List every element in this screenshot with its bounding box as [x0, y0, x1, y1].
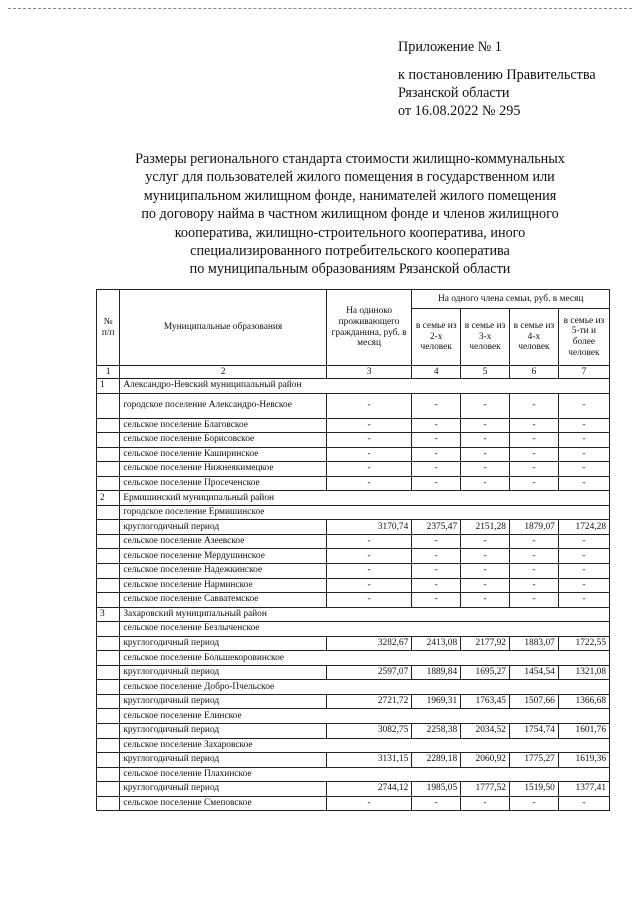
value-cell: - [461, 578, 510, 593]
municipality-name: сельское поселение Мердушинское [120, 549, 327, 564]
title-line: Размеры регионального стандарта стоимости жилищно-коммунальных [135, 151, 565, 167]
value-cell: - [326, 393, 411, 418]
settlement-name: сельское поселение Плахинское [120, 767, 610, 782]
column-number: 1 [97, 366, 120, 379]
table-row [97, 665, 610, 680]
value-cell: 1366,68 [558, 694, 609, 709]
table-row [97, 418, 610, 433]
row-index [97, 578, 120, 593]
column-number: 3 [326, 366, 411, 379]
appendix-line: Рязанской области [398, 85, 510, 101]
value-cell: 1777,52 [461, 782, 510, 797]
row-index: 3 [97, 607, 120, 622]
value-cell: - [558, 418, 609, 433]
row-index: 2 [97, 491, 120, 506]
value-cell: - [412, 433, 461, 448]
settlement-name: сельское поселение Большекоровинское [120, 651, 610, 666]
value-cell: - [412, 393, 461, 418]
value-cell: - [509, 462, 558, 477]
municipality-name: круглогодичный период [120, 694, 327, 709]
value-cell: - [461, 433, 510, 448]
settlement-label-row [97, 709, 610, 724]
value-cell: 2744,12 [326, 782, 411, 797]
settlement-label-row [97, 680, 610, 695]
row-index [97, 520, 120, 535]
municipality-name: круглогодичный период [120, 724, 327, 739]
scan-top-edge [8, 8, 632, 9]
row-index [97, 393, 120, 418]
row-index [97, 622, 120, 637]
title-line: муниципальном жилищном фонде, нанимателей жилого помещения [143, 187, 557, 204]
municipality-name: круглогодичный период [120, 636, 327, 651]
settlement-name: сельское поселение Захаровское [120, 738, 610, 753]
settlement-label-row [97, 767, 610, 782]
row-index [97, 564, 120, 579]
value-cell: 1763,45 [461, 694, 510, 709]
district-name: Ермишинский муниципальный район [120, 491, 610, 506]
value-cell: - [412, 593, 461, 608]
value-cell: - [558, 534, 609, 549]
row-index [97, 462, 120, 477]
value-cell: - [461, 593, 510, 608]
table-row [97, 433, 610, 448]
row-index [97, 476, 120, 491]
value-cell: 2413,08 [412, 636, 461, 651]
value-cell: - [461, 796, 510, 811]
table-body [97, 379, 610, 811]
header-family-5plus: в семье из 5-ти и более человек [558, 309, 609, 366]
value-cell: - [412, 462, 461, 477]
value-cell: - [509, 433, 558, 448]
settlement-label-row [97, 738, 610, 753]
municipality-name: сельское поселение Надежкинское [120, 564, 327, 579]
value-cell: 3082,75 [326, 724, 411, 739]
value-cell: - [509, 476, 558, 491]
value-cell: - [461, 549, 510, 564]
title-line: услуг для пользователей жилого помещения в государственном или [145, 169, 555, 186]
value-cell: 1619,36 [558, 753, 609, 768]
value-cell: 1321,08 [558, 665, 609, 680]
row-index [97, 549, 120, 564]
value-cell: - [326, 549, 411, 564]
value-cell: - [412, 418, 461, 433]
table-row [97, 724, 610, 739]
value-cell: - [461, 447, 510, 462]
district-name: Захаровский муниципальный район [120, 607, 610, 622]
appendix-block [398, 38, 634, 120]
value-cell: 1883,07 [509, 636, 558, 651]
row-index [97, 433, 120, 448]
value-cell: 1695,27 [461, 665, 510, 680]
row-index [97, 753, 120, 768]
value-cell: - [326, 534, 411, 549]
value-cell: 1377,41 [558, 782, 609, 797]
table-row [97, 534, 610, 549]
value-cell: - [509, 564, 558, 579]
value-cell: 3282,67 [326, 636, 411, 651]
row-index [97, 680, 120, 695]
district-row [97, 379, 610, 394]
table-row [97, 447, 610, 462]
row-index: 1 [97, 379, 120, 394]
value-cell: - [326, 462, 411, 477]
value-cell: - [509, 549, 558, 564]
row-index [97, 505, 120, 520]
settlement-label-row [97, 651, 610, 666]
value-cell: - [326, 418, 411, 433]
row-index [97, 738, 120, 753]
value-cell: 1724,28 [558, 520, 609, 535]
table-row [97, 564, 610, 579]
value-cell: 1601,76 [558, 724, 609, 739]
value-cell: - [558, 549, 609, 564]
value-cell: - [461, 476, 510, 491]
value-cell: 1775,27 [509, 753, 558, 768]
value-cell: 2177,92 [461, 636, 510, 651]
value-cell: 1985,05 [412, 782, 461, 797]
row-index [97, 651, 120, 666]
table-row [97, 549, 610, 564]
value-cell: - [461, 393, 510, 418]
value-cell: - [412, 549, 461, 564]
value-cell: - [326, 593, 411, 608]
value-cell: - [558, 476, 609, 491]
value-cell: 2060,92 [461, 753, 510, 768]
district-row [97, 607, 610, 622]
row-index [97, 447, 120, 462]
row-index [97, 724, 120, 739]
value-cell: 2034,52 [461, 724, 510, 739]
row-index [97, 782, 120, 797]
value-cell: - [509, 578, 558, 593]
row-index [97, 418, 120, 433]
document-title [100, 150, 600, 279]
value-cell: 2597,07 [326, 665, 411, 680]
header-family-member-group: На одного члена семьи, руб. в месяц [412, 290, 610, 309]
settlement-label-row [97, 505, 610, 520]
table-row [97, 796, 610, 811]
value-cell: - [558, 564, 609, 579]
value-cell: 1519,50 [509, 782, 558, 797]
row-index [97, 709, 120, 724]
municipality-name: сельское поселение Благовское [120, 418, 327, 433]
row-index [97, 694, 120, 709]
table-row [97, 636, 610, 651]
value-cell: - [461, 462, 510, 477]
column-number: 4 [412, 366, 461, 379]
value-cell: - [558, 393, 609, 418]
value-cell: - [461, 418, 510, 433]
value-cell: 1454,54 [509, 665, 558, 680]
value-cell: - [558, 462, 609, 477]
title-line: по муниципальным образованиям Рязанской области [189, 261, 511, 278]
municipality-name: сельское поселение Борисовское [120, 433, 327, 448]
column-number: 7 [558, 366, 609, 379]
value-cell: - [412, 447, 461, 462]
column-number: 6 [509, 366, 558, 379]
value-cell: - [509, 593, 558, 608]
value-cell: 3131,15 [326, 753, 411, 768]
row-index [97, 767, 120, 782]
district-name: Александро-Невский муниципальный район [120, 379, 610, 394]
row-index [97, 665, 120, 680]
value-cell: 2151,28 [461, 520, 510, 535]
row-index [97, 636, 120, 651]
value-cell: 1969,31 [412, 694, 461, 709]
appendix-line: к постановлению Правительства [398, 67, 596, 83]
settlement-label-row [97, 622, 610, 637]
value-cell: - [558, 593, 609, 608]
value-cell: - [412, 476, 461, 491]
value-cell: 1889,84 [412, 665, 461, 680]
value-cell: 1754,74 [509, 724, 558, 739]
value-cell: - [326, 476, 411, 491]
title-line: кооператива, жилищно-строительного кооператива, иного [174, 224, 526, 241]
title-line: специализированного потребительского кооператива [190, 243, 510, 260]
value-cell: - [326, 564, 411, 579]
value-cell: - [558, 433, 609, 448]
value-cell: - [326, 796, 411, 811]
municipality-name: сельское поселение Каширинское [120, 447, 327, 462]
municipality-name: круглогодичный период [120, 753, 327, 768]
appendix-title: Приложение № 1 [398, 39, 502, 55]
column-number: 2 [120, 366, 327, 379]
municipality-name: сельское поселение Просеченское [120, 476, 327, 491]
table-row [97, 694, 610, 709]
value-cell: - [412, 796, 461, 811]
table-row [97, 462, 610, 477]
header-family-4: в семье из 4-х человек [509, 309, 558, 366]
settlement-name: сельское поселение Добро-Пчельское [120, 680, 610, 695]
value-cell: - [509, 796, 558, 811]
value-cell: - [461, 534, 510, 549]
header-municipality: Муниципальные образования [120, 290, 327, 366]
header-number: № п/п [97, 290, 120, 366]
municipality-name: сельское поселение Смеповское [120, 796, 327, 811]
value-cell: - [509, 418, 558, 433]
table-row [97, 753, 610, 768]
value-cell: - [558, 447, 609, 462]
value-cell: 2375,47 [412, 520, 461, 535]
value-cell: - [461, 564, 510, 579]
municipality-name: сельское поселение Азеевское [120, 534, 327, 549]
row-index [97, 534, 120, 549]
title-line: по договору найма в частном жилищном фонде и членов жилищного [141, 206, 559, 223]
value-cell: - [509, 447, 558, 462]
municipality-name: городское поселение Александро-Невское [120, 393, 327, 418]
municipality-name: сельское поселение Нарминское [120, 578, 327, 593]
value-cell: - [558, 796, 609, 811]
value-cell: 1879,07 [509, 520, 558, 535]
value-cell: 1507,66 [509, 694, 558, 709]
row-index [97, 796, 120, 811]
header-single-resident: На одиноко проживающего гражданина, руб. в месяц [326, 290, 411, 366]
value-cell: 2721,72 [326, 694, 411, 709]
settlement-name: сельское поселение Елинское [120, 709, 610, 724]
header-family-2: в семье из 2-х человек [412, 309, 461, 366]
district-row [97, 491, 610, 506]
column-number: 5 [461, 366, 510, 379]
appendix-line: от 16.08.2022 № 295 [398, 103, 521, 119]
value-cell: - [509, 393, 558, 418]
municipality-name: круглогодичный период [120, 782, 327, 797]
value-cell: 2289,18 [412, 753, 461, 768]
table-row [97, 476, 610, 491]
table-row [97, 393, 610, 418]
value-cell: - [558, 578, 609, 593]
table-row [97, 578, 610, 593]
table-row [97, 593, 610, 608]
value-cell: - [326, 447, 411, 462]
settlement-name: городское поселение Ермишинское [120, 505, 610, 520]
value-cell: - [412, 578, 461, 593]
table-row [97, 782, 610, 797]
value-cell: - [412, 564, 461, 579]
settlement-name: сельское поселение Безлыченское [120, 622, 610, 637]
row-index [97, 593, 120, 608]
value-cell: - [509, 534, 558, 549]
value-cell: - [412, 534, 461, 549]
value-cell: 2258,38 [412, 724, 461, 739]
municipality-name: круглогодичный период [120, 665, 327, 680]
value-cell: - [326, 433, 411, 448]
municipality-name: сельское поселение Нижнеякимецкое [120, 462, 327, 477]
header-family-3: в семье из 3-х человек [461, 309, 510, 366]
table-row [97, 520, 610, 535]
municipality-name: круглогодичный период [120, 520, 327, 535]
standards-table [96, 289, 610, 811]
value-cell: 3170,74 [326, 520, 411, 535]
value-cell: 1722,55 [558, 636, 609, 651]
value-cell: - [326, 578, 411, 593]
municipality-name: сельское поселение Савватемское [120, 593, 327, 608]
